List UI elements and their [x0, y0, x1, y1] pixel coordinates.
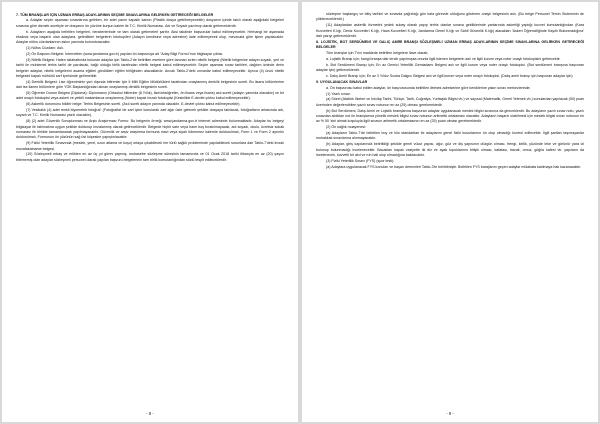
left-page [2, 2, 298, 422]
paragraph: a. Adaylar seçim aşaması sınavlarına gelirken, bir adet yarım kapaklı karton (Plastik dosya getirilmeyecektir) dosyanın içinde takılı olarak aşağıdaki belgeleri sırasına göre dizmek suretiyle ve dosyanın ön yüzüne kurşun kalem ile T.C. Kimlik Numarası, Adı ve Soyadı yazılmış olarak getireceklerdir. [16, 18, 284, 28]
paragraph: sözleşme başlangıç ve bitiş tarihini ve sınavda çağrıldığı gün hala görevde olduğunu gösteren onaylı belgesinin aslı. (Bu belge Personel Temin Sisteminin de yükleneceklerdir.) [316, 12, 584, 22]
paragraph: (a) Adayların Tablo-7'de belirtilen boy ve kilo standartları ile adaylarını genel fiziki kusurlarının ön olup olmadığı kontrol edilecektir. İlgili şartları taşımayanlar muhakkak sınavlarına alınmayacaktır. [316, 131, 584, 141]
paragraph: (4) Denklik Belgesi: Lise öğreniminin yurt dışında bitirenler için İl Milli Eğitim Müdürlükleri tarafından onaylanmış denklik belgesinin sureti. Bu lisans bölümlerine dair ise ilanen bölümlere göre YÖK Başkanlığından alınan onaylanmış denklik belgesinin sureti. [16, 79, 284, 90]
section-heading: 8. LOJİSTİK, BOT SERDÜMENİ VE DALIÇ AMİRİ BRANŞI SÖZLEŞMELİ UZMAN ERBAŞ ADAYLARININ SEÇİME SINAVLARINA GELİRKEN GETİRECEĞİ BELGELER [316, 40, 584, 50]
paragraph: (1) Nüfus Cüzdanı: Aslı. [26, 46, 64, 51]
left-page-number: - 8 - [146, 411, 154, 416]
paragraph: (3) Fiziki Yeterlilik Sınavı (FYS) (spor testi): [326, 158, 395, 163]
paragraph: (a) Sözel (Atatürk İlkeleri ve İnkılâp Tarihi, Türkçe, Tarih, Coğrafya, Yurttaşlık Bilgisi vb.) ve sayısal (Matematik, Genel Yetenek vb.) konulardan yapılacak (50) puan üzerinden değerlendirilen yazılı sınav notunun en az (25) olması gerekmektedir. [316, 97, 585, 107]
right-page-content [316, 12, 584, 170]
paragraph: (5) Öğrenim Durum Belgesi (Diploma): Diplomanın (Ortaokul bitirenler (8 Yıllık), lise/ortaöğretim, ön lisans veya lisans) asıl sureti (adayın yanında olacaktır) ve bir adet onaylı fotokopisi veya askeri ve yetkili makamlarca onaylanmış (Noter) kapalı imzalı fotokopisi (Kesinlikle E-devlet çıktısı kabul edilmeyecektir). [16, 91, 284, 101]
paragraph: a. Ön başvurusu kabul edilen adaylar, ön başvurusunda belirtilen iletmek adreslerine göre kendilerine yakın sınav merkezlerinde; [326, 85, 531, 90]
paragraph: (11) Adaylardan askerlik hizmetini yedek subay olarak yapıp terhis olanlar sınava geldiklerinde yanlarında askerliği yaptığı kuvvet komutanlığından (Kara Kuvvetleri K.lığı, Deniz Kuvvetleri K.lığı, Hava Kuvvetleri K.lığı, Jandarma Genel K.lığı ve Sahil Güvenlik K.lığı) alacakları 'Askeri Öğrenciliğinde Kayıtlı Bulunmadığına' dair yazıyı getireceklerdir. [316, 23, 584, 39]
paragraph: (3) Nitelik Belgesi: Hafen sklahattında bulunan adaylar için Tablo-2'de belirtilen eserlere göre tanınan sırlen nitelik belgesi (Nitelik belgesine adayın soyadı, yeri ve tarihi ile muhtemel terhis tarihi de yazılacak, bağlı olduğu birlik tarafından nitelik belgesi kabul edilmeyecektir. Seçim aşaması sınav tarihleri, dağıtım izninde derin belgeler adaylar, nitelik belgelerini asama eğitimi gördükleri eğitim birliğinden alacaklardır. Ancak Tablo-2'deki unvanlar kabul edilmeyecektir. Ayrıca (4) üncü nitelik belgesini kapalı mühürlü zarf içerisinde getirmelidir. [16, 57, 284, 79]
paragraph: (8) (2) adet Güvenlik Soruşturması ve Arşiv Araştırması Formu: Bu belgenin örneği, www.jandarma.gov.tr internet adresinde bulunmaktadır. Adaylar bu belgeyi bilgisayar ile tabimatına uygun şekilde doldurup imzalanmış olarak getireceklerdir. Belgede hiçbir satır veya hane boş bırakılmayacak, adı soyadı, okulu, ücretsiz sokak numarası ile birlikte tamamlanarak yapılmayacaktır. Güvenlik ve arşiv araştırma formuna mavi veya siyah tükenmez kalemle doldurulmalı, Form 1 ve Form 2 ayrıntılı doldurulmalı, Formunun ön yüzünün sağ üst köşesine yapıştırılacaktır. [16, 119, 284, 140]
paragraph: a. Lojistik Branşı için; hangi branşa dair tercih yapılmışsa onunla ilgili istenen belgelerin aslı ve ilgili kurum veya noter onaylı fotokopisini getirecektir. [326, 57, 561, 62]
paragraph: Tüm branşlar için 7'nci maddede belirtilen belgelere ilave olarak; [326, 51, 429, 56]
paragraph: (9) Fiziki Yeterlilik Sınavında (meslek, yerel, uzun atlama ve koşu) ortaya çıkabilecek her türlü sağlık probleminde yapılabilecek sorunlara dair Tablo-7'deki imzalı muvafakatname belgesi. [16, 141, 284, 151]
paragraph: (b) Bot Serdümeni, Dalış Amiri ve Lojistik branşlarına başvuran adaylar uygulanacak meslek bilgisi sınavına da gireceklerdir. Bu adayların yazılı sınav notu, yazılı sınavdan aldıkları not ile branşlarına yönelik meslek bilgisi sınav notunun aritmetik ortalaması olacaktır. Adayların başarılı olabilmesi için meslek bilgisi sınav notunun en az % 50 'sini almak koşuluyla ilgili sınavın aritmetik ortalamasının en az (25) puan olması gerekmektedir. [316, 108, 584, 124]
paragraph: (7) Vesikalık (4) adet renkli biyometrik fotoğraf. (Fotoğraflar bir zarf içine konularak zarf ağzı üste gelecek şekilde dosyaya takılacak, fotoğrafların arkasında adı, soyadı ve T.C. Kimlik Numarası yazılı olacaktır). [16, 108, 284, 118]
paragraph: (10) Sözleşmeli erbaş ve erlikten en az üç yıl görev yapmış, muhasebe sözleşme süresinin tamamında ve 01 Ocak 2018 tarihi itibarıyla en az (20) yaşını bitirmemiş olan adaylar sözleşmeli personel olarak yapılan başvuru belgelerinin tam birlik komutanlığından sözlü tespit edileceklerdir. [16, 152, 284, 162]
right-page [302, 2, 598, 422]
paragraph: b. Bot Serdümeni Branşı için; En az Gemici Yeterlilik Gemiadamı Belgesi aslı ve ilgili kurum veya noter onaylı fotokopisi. (Bot serdümeni branşına başvuran adaylar için) getireceklerdir. [316, 62, 584, 73]
left-page-content [16, 12, 284, 164]
paragraph: (2) Ön sağlık muayenesi: [326, 125, 366, 130]
right-page-number: - 9 - [446, 411, 454, 416]
paragraph: (2) Ön Başvuru Belgesi: İnternetten (www.jandarma.gov.tr) yapılan ön başvuruya ait "Aday Bilgi Formu"nun bilgisayar çıktısı. [26, 52, 224, 56]
paragraph: b. Adayların aşağıda belirtilen belgeleri, beraberlerinde ve tam olarak getirmeleri şarttır. Aksi takdirde başvurular kabul edilmeyecektir. Herhangi bir aşamada eksiksiz veya başarılı olan adaylara, getirdikleri belgelerin fotokopileri (Adayın kendisine veya adresine) iade edilmeyecek olup, mevzuata göre işlem yapılacaktır. Adaylar nüfus cüzdanlarının aslını yanında bulunduracaktır. [16, 29, 284, 45]
paragraph: (6) Askerlik durumunu bildirir belge: Terhis Belgesinin sureti. (Asıl sureti adayın yanında olacaktır. E-devlet çıktısı kabul edilmeyecektir). [26, 102, 241, 107]
paragraph: (1) Yazılı sınav: [326, 91, 351, 96]
paragraph: c. Dalış Amiri Branşı için; En az 3 Yıldız Scuba Dalgıcı Belgesi aslı ve ilgili kurum veya noter onaylı fotokopisi. (Dalış amiri branşı için başvuran adaylar için) [326, 74, 573, 79]
paragraph: (a) Adaylara uygulanacak FYS konuları ve başarı dereceleri Tablo-3'te belirtilmiştir. Belirtilen FYS barajlarını geçen adaylar mülakata katılmaya hak kazanacaktır. [326, 164, 582, 169]
section-heading: 9. UYGULANACAK SINAVLAR [316, 80, 368, 85]
paragraph: (b) Adaylar, giriş kapılarında belirtildiği şekilde genel vücut yapısı, ağız, göz ve diş yapısının düzgün olması, frengi, kellik, yüzünde leke ve görünür yara izi bulunup bulunmadığı incelenecektir. Bacakları kapalı vaziyette iki diz ve ayak topuklarının bitişik olması, kafatası, bacak, omuz, göğüs kafesi vb. yapıların da incelenecek, kuvvetli bir akıl ve ruh hali olup olmadığına bakılacaktır. [316, 142, 584, 158]
section-heading: 7. TÜM BRANŞLAR İÇİN UZMAN ERBAŞ ADAYLARININ SEÇİME SINAVLARINA GELİRKEN GETİRECEĞİ BELGELER [16, 12, 214, 17]
